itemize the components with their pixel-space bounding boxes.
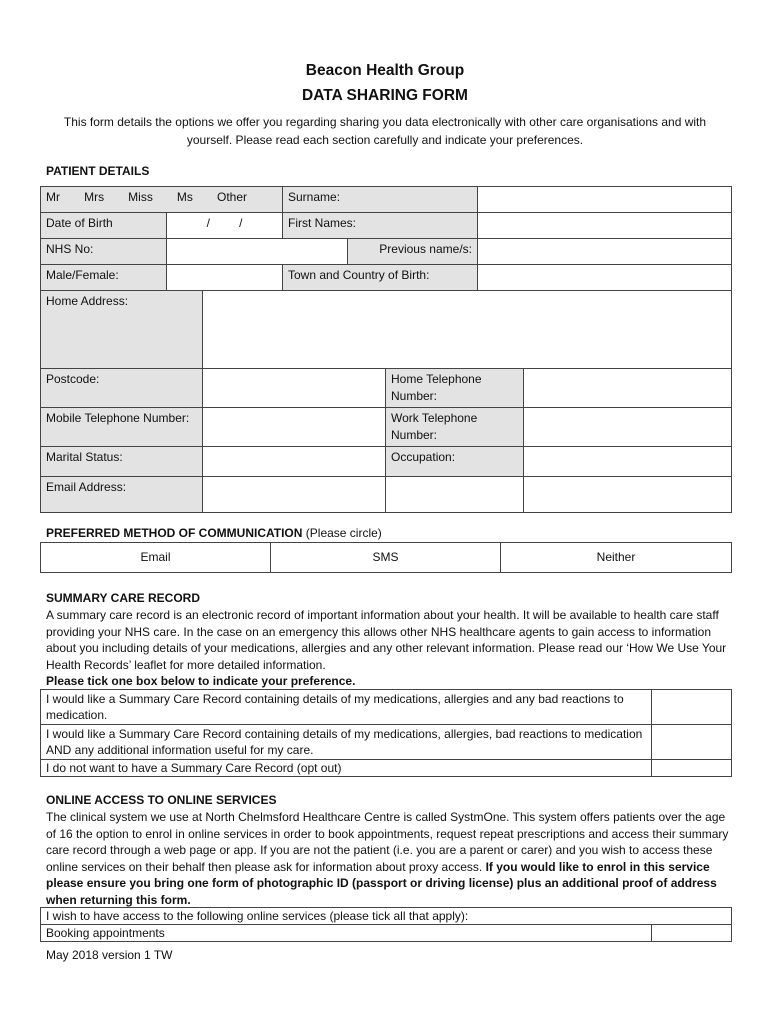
- postcode-label: Postcode:: [41, 369, 203, 408]
- scr-option-3: I do not want to have a Summary Care Record (opt out): [41, 760, 652, 777]
- nhs-no-label: NHS No:: [41, 239, 167, 265]
- patient-contact-table: [40, 290, 732, 513]
- title-options[interactable]: [41, 187, 283, 213]
- first-names-field[interactable]: [478, 213, 732, 239]
- first-names-label: First Names:: [283, 213, 478, 239]
- email-field-extra[interactable]: [524, 477, 732, 513]
- dob-separator: /: [206, 216, 210, 230]
- dob-field[interactable]: [167, 213, 283, 239]
- work-tel-field[interactable]: [524, 408, 732, 447]
- marital-label: Marital Status:: [41, 447, 203, 477]
- nhs-no-field[interactable]: [167, 239, 348, 265]
- mobile-tel-label: Mobile Telephone Number:: [41, 408, 203, 447]
- online-text: [46, 809, 731, 908]
- online-services-table: [40, 907, 732, 942]
- online-id-requirement: If you would like to enrol in this service please ensure you bring one form of photographic ID (passport or driving license) plus an additional proof of address when returning this form.: [46, 859, 717, 907]
- scr-text: [46, 607, 731, 690]
- online-services-header: I wish to have access to the following online services (please tick all that apply):: [41, 908, 732, 925]
- form-title: DATA SHARING FORM: [302, 87, 468, 104]
- email-label: Email Address:: [41, 477, 203, 513]
- scr-options-table: [40, 689, 732, 777]
- town-country-label: Town and Country of Birth:: [283, 265, 478, 291]
- scr-option-1: I would like a Summary Care Record containing details of my medications, allergies and any bad reactions to medication.: [41, 690, 652, 725]
- surname-field[interactable]: [478, 187, 732, 213]
- home-tel-label: Home Telephone Number:: [386, 369, 524, 408]
- footer-version: May 2018 version 1 TW: [46, 948, 173, 962]
- communication-title: [46, 526, 382, 540]
- postcode-field[interactable]: [203, 369, 386, 408]
- occupation-field[interactable]: [524, 447, 732, 477]
- communication-table: [40, 542, 732, 573]
- town-country-field[interactable]: [478, 265, 732, 291]
- online-title: ONLINE ACCESS TO ONLINE SERVICES: [46, 793, 277, 807]
- surname-label: Surname:: [283, 187, 478, 213]
- email-field[interactable]: [203, 477, 386, 513]
- marital-field[interactable]: [203, 447, 386, 477]
- previous-names-label: Previous name/s:: [348, 239, 478, 265]
- dob-label: Date of Birth: [41, 213, 167, 239]
- scr-description: A summary care record is an electronic record of important information about your health. It will be available to health care staff providing your NHS care. In the case on an emergency this allows other NHS healthcare agents to gain access to information about you including details of your medications, allergies and any other relevant information. Please read our ‘How We Use Your Health Records’ leaflet for more detailed information.: [46, 608, 727, 672]
- title-miss[interactable]: Miss: [128, 190, 153, 204]
- home-address-field[interactable]: [203, 291, 732, 369]
- previous-names-field[interactable]: [478, 239, 732, 265]
- online-description: The clinical system we use at North Chelmsford Healthcare Centre is called SystmOne. This system offers patients over the age of 16 the option to enrol in online services in order to book appointments, request repeat prescriptions and access their summary care record through a web page or app. If you are not the patient (i.e. you are a parent or carer) and you wish to access these online services on their behalf then please ask for information about proxy access.: [46, 810, 729, 874]
- occupation-label: Occupation:: [386, 447, 524, 477]
- mobile-tel-field[interactable]: [203, 408, 386, 447]
- gender-label: Male/Female:: [41, 265, 167, 291]
- patient-details-table: [40, 186, 732, 291]
- service-booking-appointments: Booking appointments: [41, 925, 652, 942]
- dob-separator: /: [239, 216, 243, 230]
- scr-instruction: Please tick one box below to indicate your preference.: [46, 674, 356, 688]
- comm-option-neither[interactable]: Neither: [501, 543, 732, 573]
- home-address-label: Home Address:: [41, 291, 203, 369]
- title-ms[interactable]: Ms: [176, 190, 193, 204]
- organisation-name: Beacon Health Group: [305, 62, 465, 79]
- scr-option-1-checkbox[interactable]: [652, 690, 732, 725]
- patient-details-title: PATIENT DETAILS: [46, 164, 150, 178]
- gender-field[interactable]: [167, 265, 283, 291]
- work-tel-label: Work Telephone Number:: [386, 408, 524, 447]
- form-intro: This form details the options we offer you regarding sharing you data electronically with other care organisations and with yourself. Please read each section carefully and indicate your preferences.: [63, 115, 707, 147]
- communication-title-text: PREFERRED METHOD OF COMMUNICATION: [46, 526, 303, 540]
- scr-option-2-checkbox[interactable]: [652, 725, 732, 760]
- home-tel-field[interactable]: [524, 369, 732, 408]
- title-mrs[interactable]: Mrs: [84, 190, 105, 204]
- title-mr[interactable]: Mr: [46, 190, 60, 204]
- comm-option-sms[interactable]: SMS: [271, 543, 501, 573]
- title-other[interactable]: Other: [216, 190, 247, 204]
- communication-note: (Please circle): [305, 526, 382, 540]
- email-field-extra[interactable]: [386, 477, 524, 513]
- scr-title: SUMMARY CARE RECORD: [46, 591, 201, 605]
- scr-option-3-checkbox[interactable]: [652, 760, 732, 777]
- service-booking-checkbox[interactable]: [652, 925, 732, 942]
- comm-option-email[interactable]: Email: [41, 543, 271, 573]
- scr-option-2: I would like a Summary Care Record containing details of my medications, allergies, bad reactions to medication AND any additional information useful for my care.: [41, 725, 652, 760]
